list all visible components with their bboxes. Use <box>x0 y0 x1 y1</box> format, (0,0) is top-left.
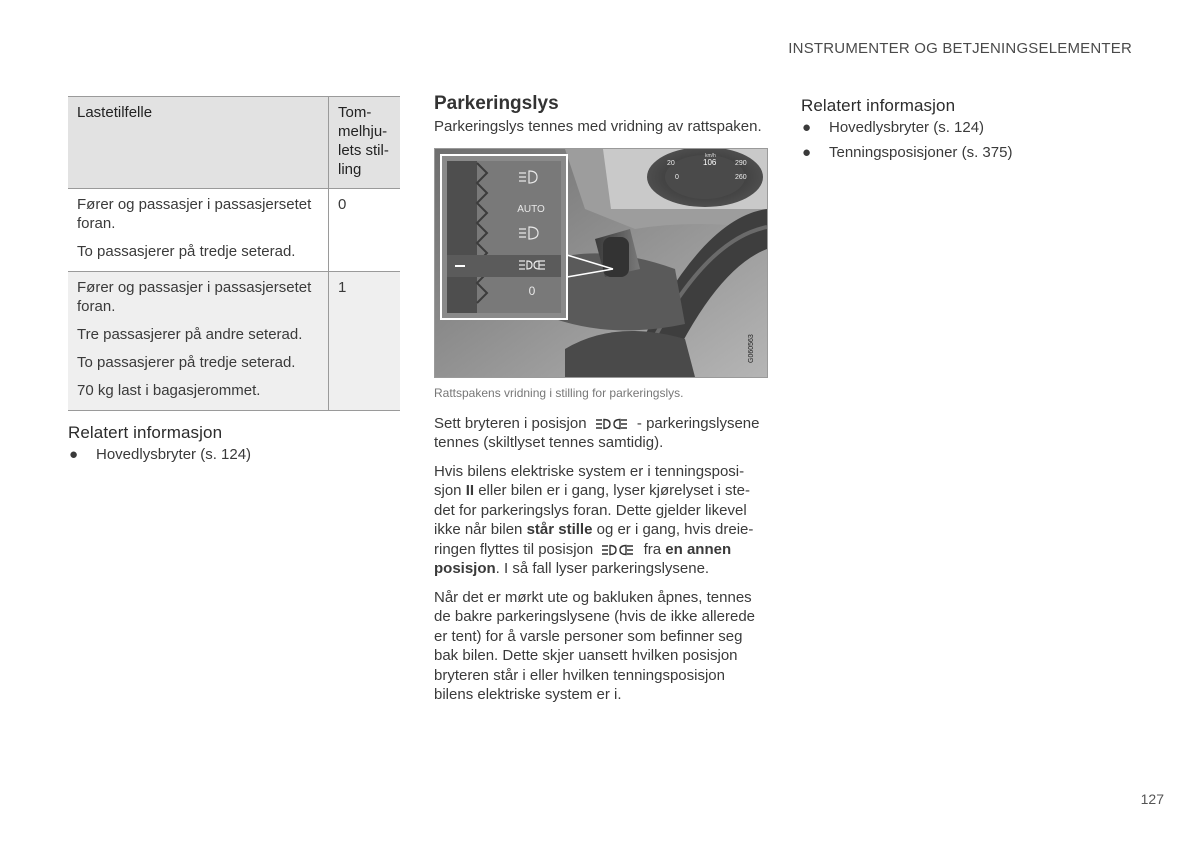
bold-text: står stille <box>526 521 593 538</box>
stalk-illustration <box>435 149 767 377</box>
related-link[interactable] <box>801 118 1131 137</box>
related-link[interactable] <box>801 143 1131 162</box>
header-line: melhju- <box>338 123 388 140</box>
related-heading: Relatert informasjon <box>801 96 956 115</box>
paragraph-text: . I så fall lyser parkeringslysene. <box>495 560 710 577</box>
figure-caption: Rattspakens vridning i stilling for parkeringslys. <box>434 386 684 400</box>
related-link[interactable] <box>68 445 400 464</box>
bullet-icon: ● <box>69 446 79 463</box>
cell-line: To passasjerer på tredje seterad. <box>77 354 296 371</box>
table-row <box>68 189 400 272</box>
paragraph-text: Hvis bilens elektriske system er i tenningsposi-sjon <box>434 462 745 499</box>
load-table <box>68 96 400 411</box>
gauge-unit: km/h <box>705 153 716 159</box>
cell-line: Fører og passasjer i passasjersetet foran. <box>77 279 312 315</box>
related-link-label: Tenningsposisjoner (s. 375) <box>829 144 1013 161</box>
page-number: 127 <box>1140 791 1164 807</box>
parking-light-icon <box>601 544 635 556</box>
paragraph <box>434 462 768 579</box>
related-link-label: Hovedlysbryter (s. 124) <box>96 446 252 463</box>
cell-line: 70 kg last i bagasjerommet. <box>77 382 261 399</box>
left-column <box>68 96 400 470</box>
paragraph-text: Sett bryteren i posisjon <box>434 414 587 432</box>
cell-line: Fører og passasjer i passasjersetet foran. <box>77 196 312 232</box>
page-header: INSTRUMENTER OG BETJENINGSELEMENTER <box>788 40 1132 57</box>
col-header-stilling <box>329 97 401 189</box>
section-title: Parkeringslys <box>434 93 559 114</box>
zero-label: 0 <box>528 284 536 298</box>
parking-light-icon <box>595 418 629 430</box>
paragraph: Når det er mørkt ute og bakluken åpnes, tennes de bakre parkeringslysene (hvis de ikke allerede er tent) for å varsle personer som befinner seg bak bilen. Dette skjer uansett hvilken posisjon bryteren står i eller hvilken tenningsposisjon bilens elektriske system er i. <box>434 588 756 703</box>
stalk-figure <box>434 148 768 378</box>
intro-text: Parkeringslys tennes med vridning av rattspaken. <box>434 117 762 135</box>
table-cell-value: 0 <box>338 196 347 213</box>
paragraph <box>434 414 768 453</box>
gauge-label: 260 <box>735 174 747 181</box>
related-list <box>801 118 1131 162</box>
auto-label: AUTO <box>517 204 545 215</box>
cell-line: To passasjerer på tredje seterad. <box>77 243 296 260</box>
col-header-lastetilfelle: Lastetilfelle <box>68 97 329 189</box>
header-line: Tom- <box>338 104 372 121</box>
header-line: lets stil- <box>338 142 389 159</box>
gauge-label: 290 <box>735 160 747 167</box>
bold-text: en annen posisjon <box>434 540 732 577</box>
bold-text: II <box>465 482 475 499</box>
paragraph-text: - parkeringslysene tennes (skiltlyset tennes samtidig). <box>434 414 760 451</box>
paragraph-text: fra <box>643 540 666 558</box>
bullet-icon: ● <box>802 144 812 161</box>
gauge-label: 0 <box>675 174 679 181</box>
related-link-label: Hovedlysbryter (s. 124) <box>829 119 985 136</box>
main-column <box>434 94 768 714</box>
header-line: ling <box>338 161 362 178</box>
figure-code: G060563 <box>748 334 755 363</box>
related-heading: Relatert informasjon <box>68 423 223 442</box>
table-cell-value: 1 <box>338 279 347 296</box>
table-cell <box>68 189 329 272</box>
bullet-icon: ● <box>802 119 812 136</box>
table-cell <box>68 272 329 411</box>
table-header-row <box>68 97 400 189</box>
gauge-speed: 106 <box>703 158 717 167</box>
paragraph-text: og er i gang, hvis dreie-ringen flyttes til posisjon <box>434 521 754 558</box>
table-row <box>68 272 400 411</box>
paragraph-text: eller bilen er i gang, lyser kjørelyset i ste-det for parkeringslys foran. Dette gjelder likevel ikke når bilen <box>434 482 750 538</box>
cell-line: Tre passasjerer på andre seterad. <box>77 326 303 343</box>
related-list <box>68 445 400 464</box>
right-column <box>801 96 1131 168</box>
gauge-label: 20 <box>667 160 675 167</box>
